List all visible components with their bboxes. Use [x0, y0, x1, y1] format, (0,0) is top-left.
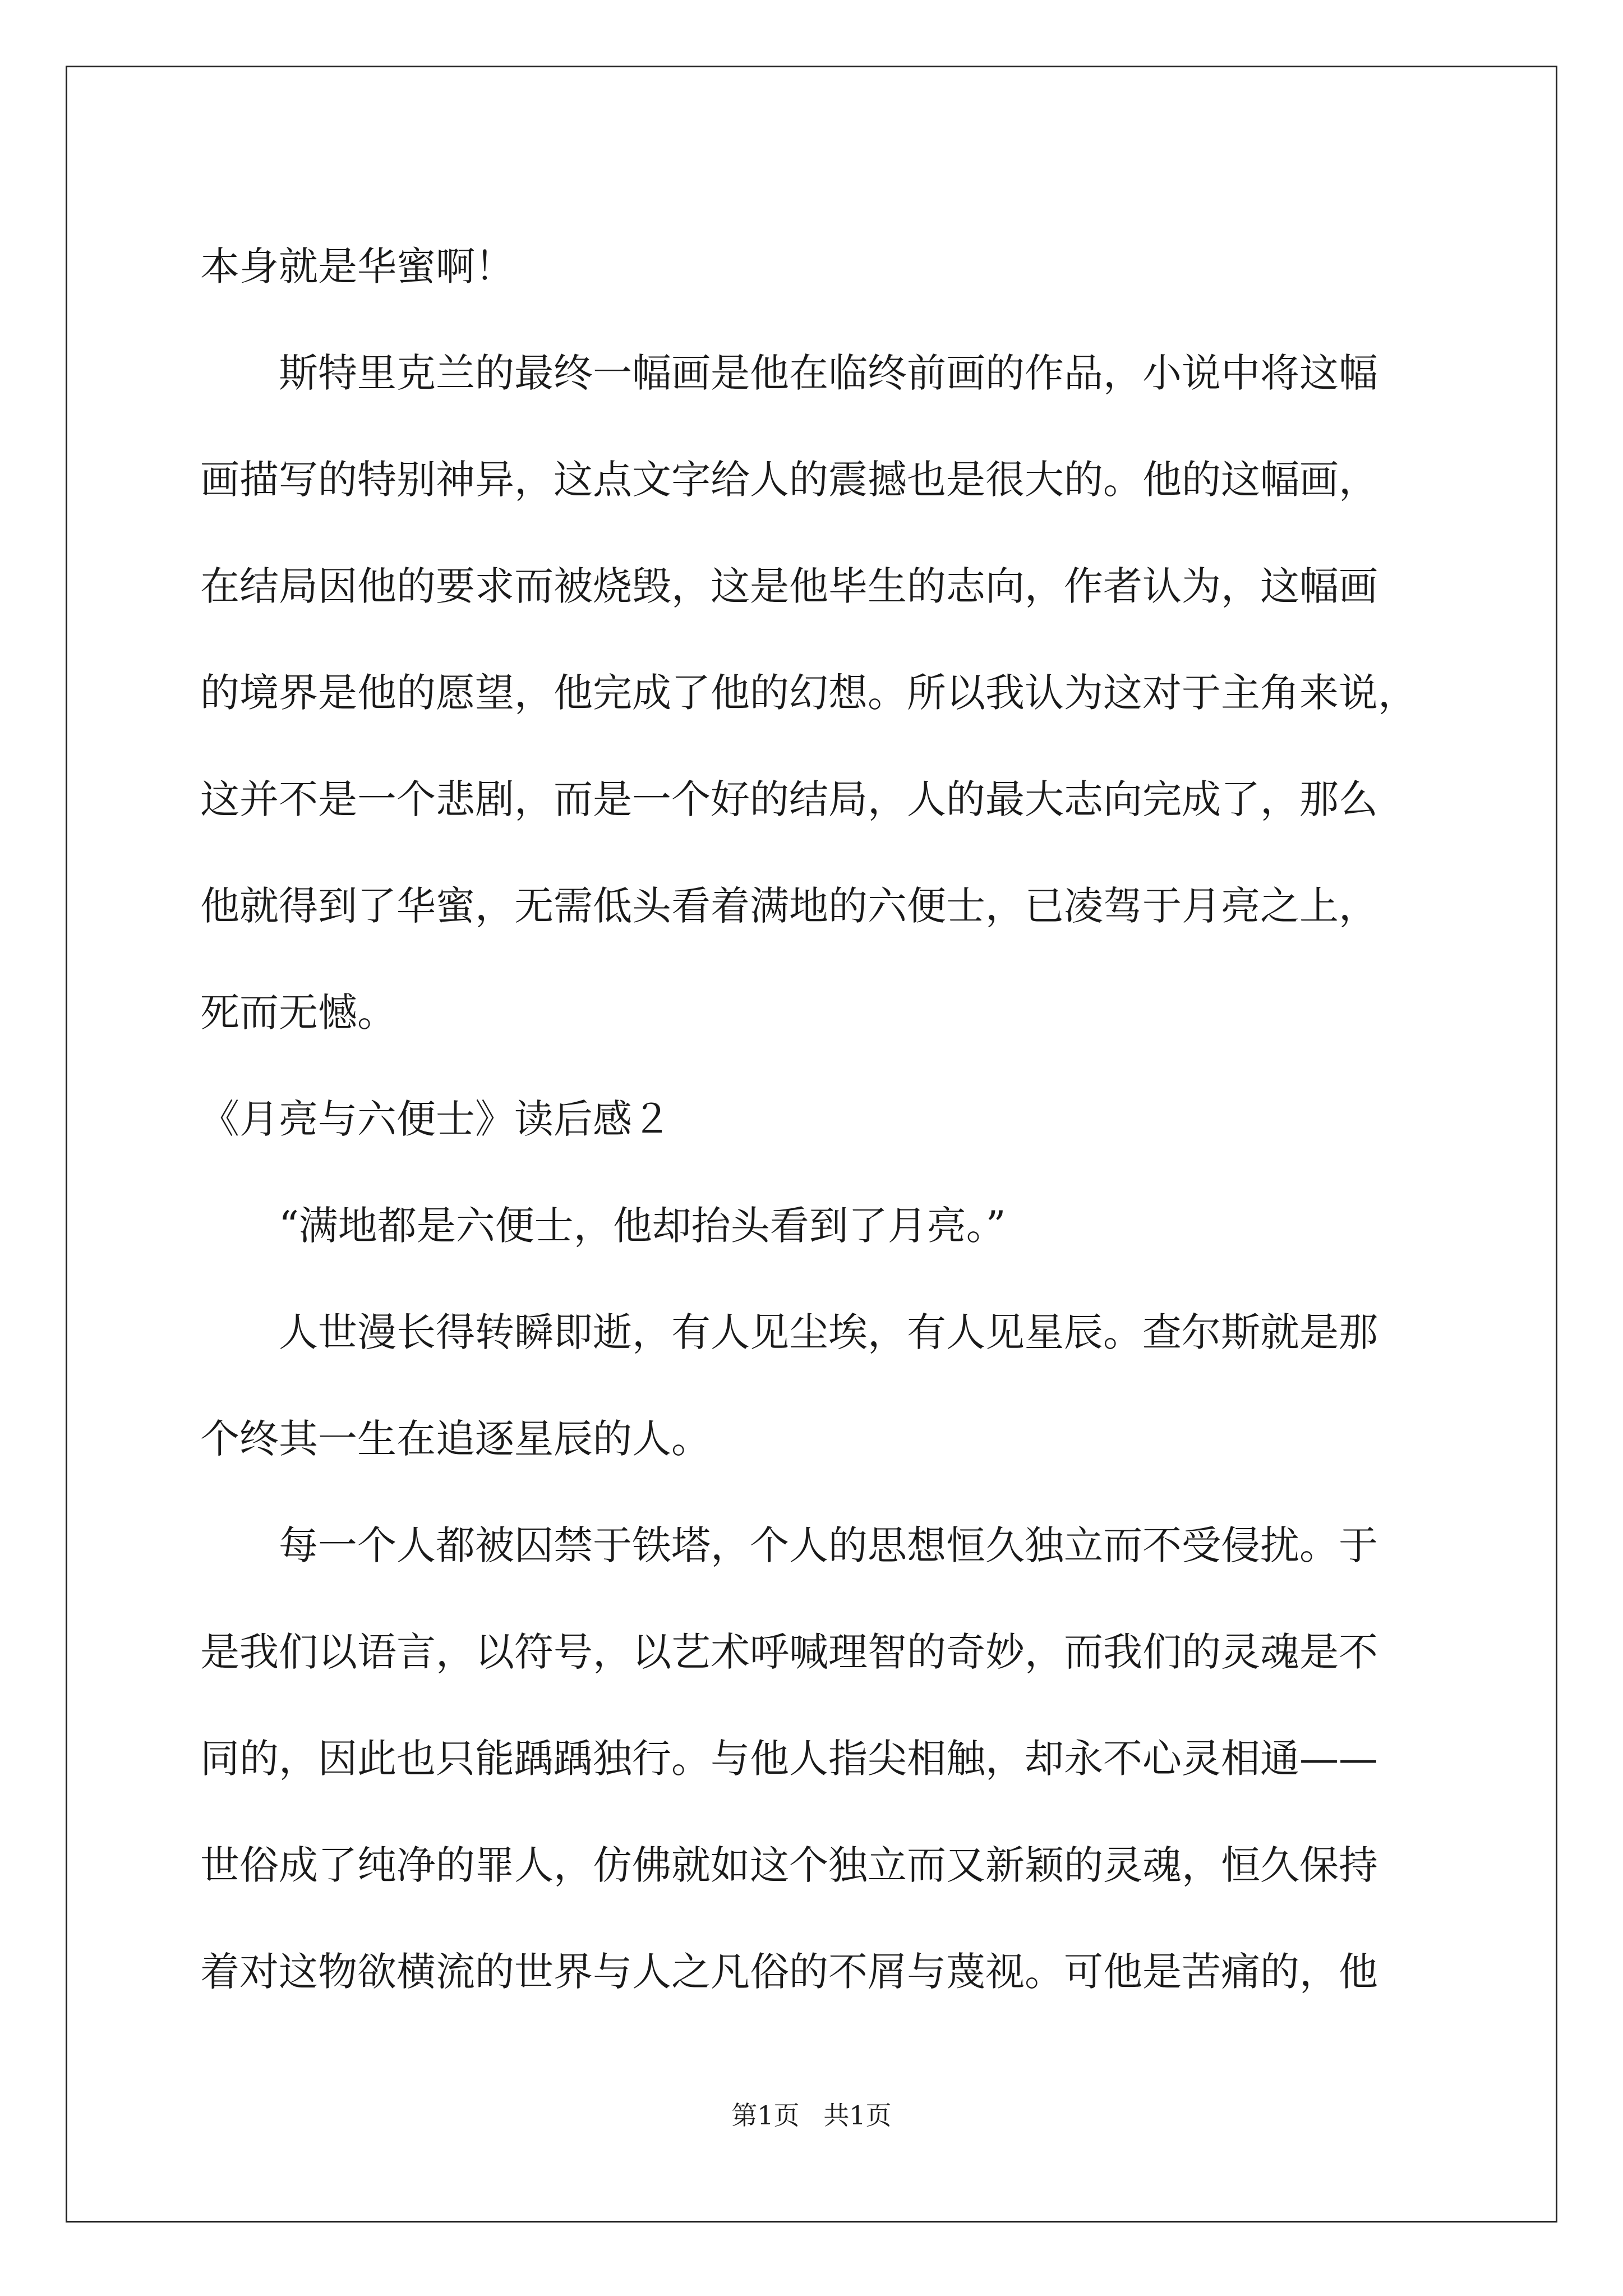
text-line	[200, 1279, 1434, 1386]
line-text: 死而无憾。	[200, 990, 396, 1036]
line-text: 是我们以语言，以符号，以艺术呼喊理智的奇妙，而我们的灵魂是不	[200, 1629, 1378, 1675]
section-heading	[200, 1066, 1434, 1172]
text-line	[200, 320, 1434, 426]
quote-line	[200, 1172, 1434, 1279]
line-text: 的境界是他的愿望，他完成了他的幻想。所以我认为这对于主角来说，	[200, 670, 1417, 716]
text-line	[200, 426, 1434, 533]
line-text: 世俗成了纯净的罪人，仿佛就如这个独立而又新颖的灵魂，恒久保持	[200, 1842, 1378, 1888]
page-total: 共1页	[823, 2100, 892, 2131]
line-text: 同的，因此也只能踽踽独行。与他人指尖相触，却永不心灵相通——	[200, 1736, 1378, 1782]
document-body	[200, 213, 1434, 2025]
line-text: 这并不是一个悲剧，而是一个好的结局，人的最大志向完成了，那么	[200, 776, 1378, 822]
page-footer	[0, 2095, 1623, 2132]
page-number: 第1页	[731, 2100, 800, 2131]
text-line	[200, 1705, 1434, 1812]
line-text: 个终其一生在追逐星辰的人。	[200, 1416, 711, 1462]
text-line	[200, 1599, 1434, 1705]
text-line	[200, 639, 1434, 746]
line-text: 他就得到了华蜜，无需低头看着满地的六便士，已凌驾于月亮之上，	[200, 883, 1378, 929]
text-line	[200, 1492, 1434, 1599]
line-text: 斯特里克兰的最终一幅画是他在临终前画的作品，小说中将这幅	[279, 350, 1378, 396]
text-line	[200, 746, 1434, 853]
text-line	[200, 213, 1434, 320]
text-line	[200, 1812, 1434, 1918]
text-line	[200, 1386, 1434, 1492]
line-text: 每一个人都被囚禁于铁塔，个人的思想恒久独立而不受侵扰。于	[279, 1522, 1378, 1568]
text-line	[200, 1918, 1434, 2025]
line-text: 在结局因他的要求而被烧毁，这是他毕生的志向，作者认为，这幅画	[200, 563, 1378, 609]
text-line	[200, 533, 1434, 639]
line-text: 着对这物欲横流的世界与人之凡俗的不屑与蔑视。可他是苦痛的，他	[200, 1949, 1378, 1995]
line-text: “满地都是六便士，他却抬头看到了月亮。”	[279, 1203, 1006, 1249]
text-line	[200, 853, 1434, 959]
line-text: 画描写的特别神异，这点文字给人的震撼也是很大的。他的这幅画，	[200, 457, 1378, 503]
line-text: 本身就是华蜜啊！	[200, 243, 514, 289]
text-line	[200, 959, 1434, 1066]
line-text: 人世漫长得转瞬即逝，有人见尘埃，有人见星辰。查尔斯就是那	[279, 1309, 1378, 1355]
heading-text: 《月亮与六便士》读后感２	[200, 1096, 671, 1142]
